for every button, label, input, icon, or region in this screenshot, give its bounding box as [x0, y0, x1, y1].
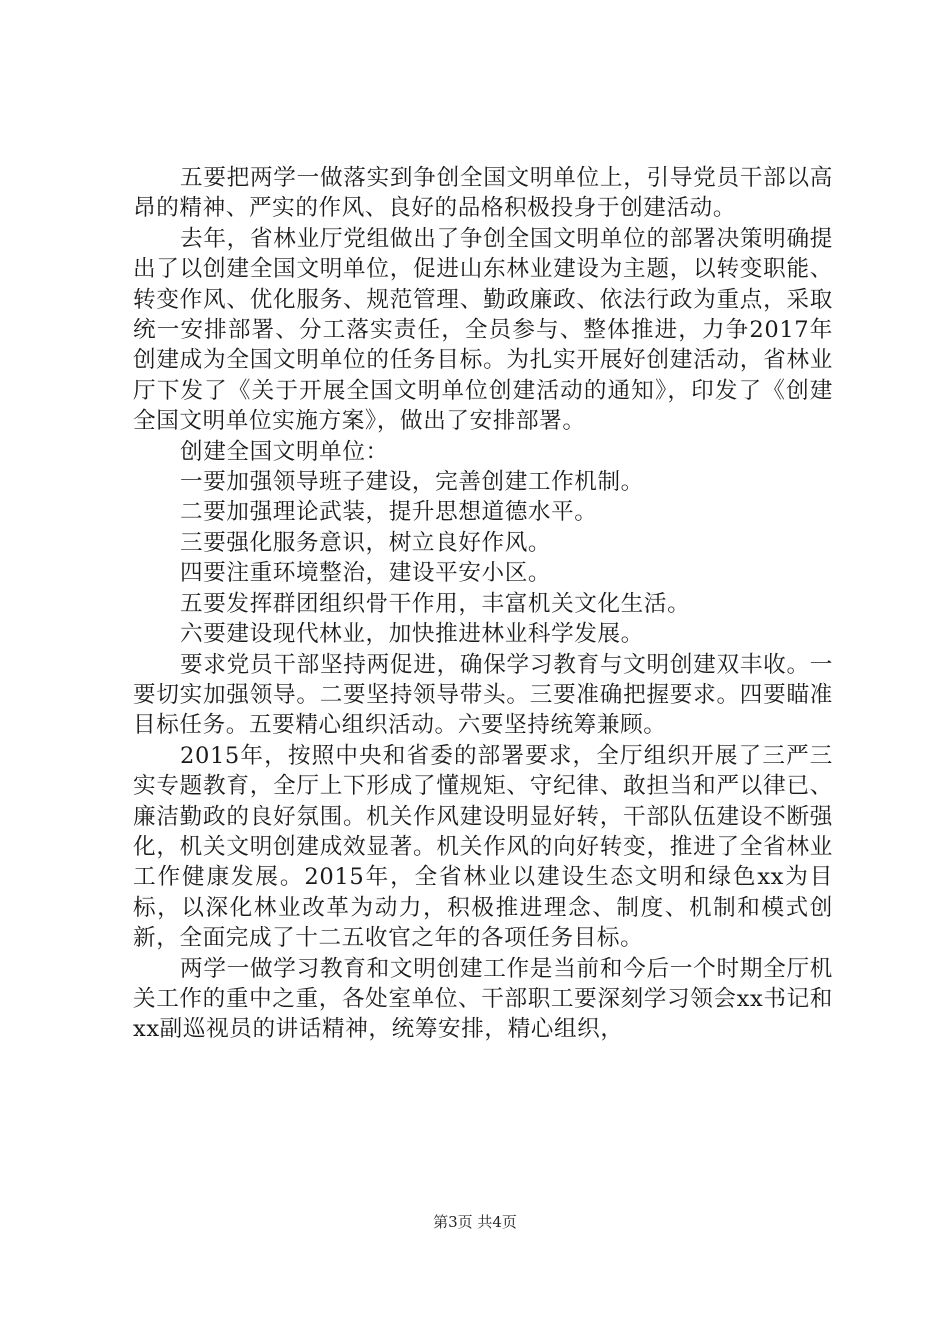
list-item: 一要加强领导班子建设，完善创建工作机制。 — [180, 469, 644, 496]
list-item: 四要注重环境整治，建设平安小区。 — [180, 560, 552, 587]
paragraph: 五要把两学一做落实到争创全国文明单位上，引导党员干部以高昂的精神、严实的作风、良好的品格积极投身于创建活动。 — [133, 165, 833, 222]
page-number-footer: 第3页 共4页 — [433, 1213, 517, 1231]
paragraph: 两学一做学习教育和文明创建工作是当前和今后一个时期全厅机关工作的重中之重，各处室单位、干部职工要深刻学习领会xx书记和xx副巡视员的讲话精神，统筹安排，精心组织， — [133, 955, 833, 1043]
list-item: 五要发挥群团组织骨干作用，丰富机关文化生活。 — [180, 590, 691, 617]
list-item: 六要建设现代林业，加快推进林业科学发展。 — [180, 621, 644, 648]
paragraph: 创建全国文明单位： — [180, 438, 389, 465]
paragraph: 2015年，按照中央和省委的部署要求，全厅组织开展了三严三实专题教育，全厅上下形成了懂规矩、守纪律、敢担当和严以律已、廉洁勤政的良好氛围。机关作风建设明显好转，干部队伍建设不断强化，机关文明创建成效显著。机关作风的向好转变，推进了全省林业工作健康发展。2015年，全省林业以建设生态文明和绿色xx为目标，以深化林业改革为动力，积极推进理念、制度、机制和模式创新，全面完成了十二五收官之年的各项任务目标。 — [133, 742, 833, 952]
list-item: 二要加强理论武装，提升思想道德水平。 — [180, 499, 598, 526]
paragraph: 去年，省林业厅党组做出了争创全国文明单位的部署决策明确提出了以创建全国文明单位，促进山东林业建设为主题，以转变职能、转变作风、优化服务、规范管理、勤政廉政、依法行政为重点，采取统一安排部署、分工落实责任，全员参与、整体推进，力争2017年创建成为全国文明单位的任务目标。为扎实开展好创建活动，省林业厅下发了《关于开展全国文明单位创建活动的通知》，印发了《创建全国文明单位实施方案》，做出了安排部署。 — [133, 225, 833, 435]
paragraph: 要求党员干部坚持两促进，确保学习教育与文明创建双丰收。一要切实加强领导。二要坚持领导带头。三要准确把握要求。四要瞄准目标任务。五要精心组织活动。六要坚持统筹兼顾。 — [133, 651, 833, 739]
list-item: 三要强化服务意识，树立良好作风。 — [180, 529, 552, 556]
document-body — [133, 163, 833, 1045]
